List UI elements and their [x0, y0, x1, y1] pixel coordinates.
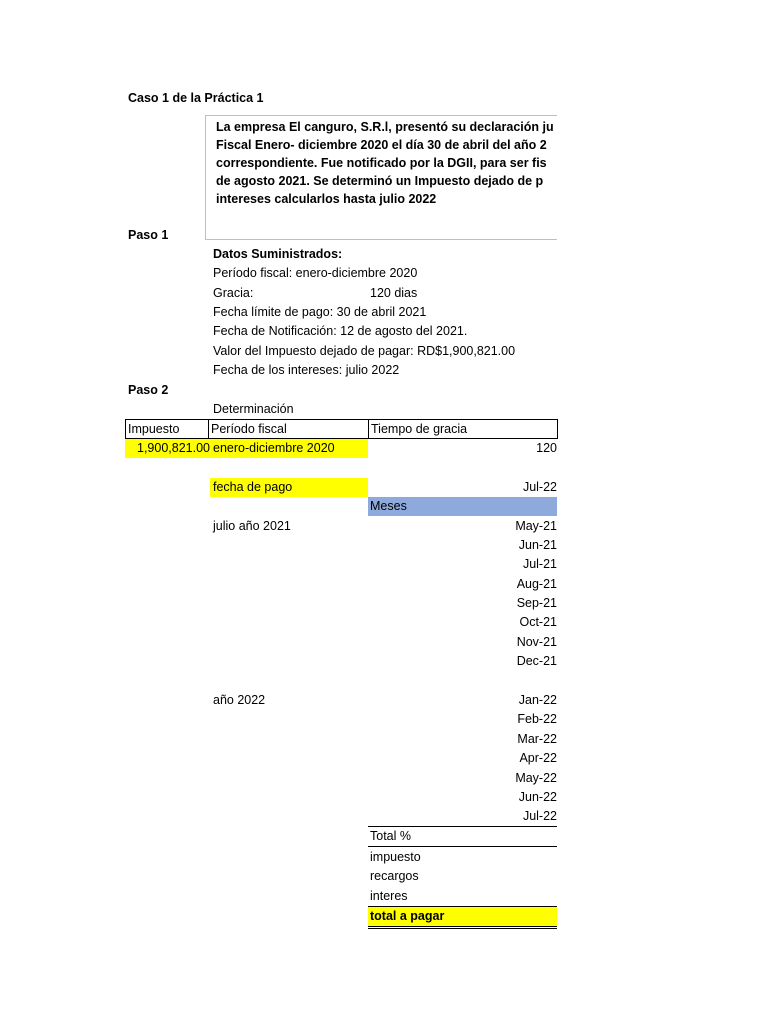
meses-header: Meses	[368, 497, 557, 516]
month-cell: Oct-21	[519, 615, 557, 629]
case-line: La empresa El canguro, S.R.l, presentó su declaración ju	[216, 120, 554, 134]
total-a-pagar-label: total a pagar	[368, 907, 557, 926]
header-periodo-fiscal: Período fiscal	[208, 419, 369, 439]
recargos-label: recargos	[370, 869, 419, 883]
month-cell: May-21	[515, 519, 557, 533]
gracia-value: 120 dias	[370, 286, 418, 300]
total-double-border-1	[368, 926, 557, 927]
month-cell: Mar-22	[517, 732, 557, 746]
month-cell: Aug-21	[516, 577, 557, 591]
header-tiempo-gracia: Tiempo de gracia	[368, 419, 558, 439]
case-line: Fiscal Enero- diciembre 2020 el día 30 de abril del año 2	[216, 138, 547, 152]
page-title: Caso 1 de la Práctica 1	[128, 91, 264, 105]
periodo-fiscal-text: Período fiscal: enero-diciembre 2020	[213, 266, 418, 280]
summary-divider	[368, 846, 557, 847]
fecha-limite-text: Fecha límite de pago: 30 de abril 2021	[213, 305, 427, 319]
fecha-pago-label: fecha de pago	[210, 478, 368, 497]
impuesto-label: impuesto	[370, 850, 421, 864]
gracia-label: Gracia:	[213, 286, 254, 300]
header-impuesto: Impuesto	[125, 419, 209, 439]
fecha-pago-value: Jul-22	[522, 480, 557, 494]
case-description-text	[216, 118, 554, 208]
case-line: correspondiente. Fue notificado por la DGII, para ser fis	[216, 156, 547, 170]
impuesto-value: 1,900,821.00	[125, 439, 210, 458]
case-description-box	[205, 115, 557, 240]
total-percent-label: Total %	[370, 829, 411, 843]
case-line: de agosto 2021. Se determinó un Impuesto dejado de p	[216, 174, 544, 188]
month-cell: Feb-22	[517, 712, 557, 726]
periodo-value: enero-diciembre 2020	[210, 439, 368, 458]
month-cell: May-22	[515, 771, 557, 785]
month-cell: Jan-22	[518, 693, 557, 707]
month-cell: Apr-22	[519, 751, 557, 765]
month-cell: Jul-21	[522, 557, 557, 571]
group-2021-label: julio año 2021	[213, 519, 291, 533]
paso-2-label: Paso 2	[128, 383, 169, 397]
fecha-notificacion-text: Fecha de Notificación: 12 de agosto del 2021.	[213, 324, 468, 338]
datos-heading: Datos Suministrados:	[213, 247, 343, 261]
month-cell: Jun-21	[518, 538, 557, 552]
case-line: intereses calcularlos hasta julio 2022	[216, 192, 437, 206]
valor-impuesto-text: Valor del Impuesto dejado de pagar: RD$1,900,821.00	[213, 344, 516, 358]
month-cell: Jul-22	[522, 809, 557, 823]
determinacion-label: Determinación	[213, 402, 294, 416]
fecha-intereses-text: Fecha de los intereses: julio 2022	[213, 363, 400, 377]
group-2022-label: año 2022	[213, 693, 266, 707]
month-cell: Sep-21	[516, 596, 557, 610]
month-cell: Nov-21	[516, 635, 557, 649]
month-cell: Dec-21	[516, 654, 557, 668]
total-double-border-2	[368, 928, 557, 929]
month-cell: Jun-22	[518, 790, 557, 804]
interes-label: interes	[370, 889, 408, 903]
paso-1-label: Paso 1	[128, 228, 169, 242]
gracia-days-value: 120	[536, 441, 557, 455]
